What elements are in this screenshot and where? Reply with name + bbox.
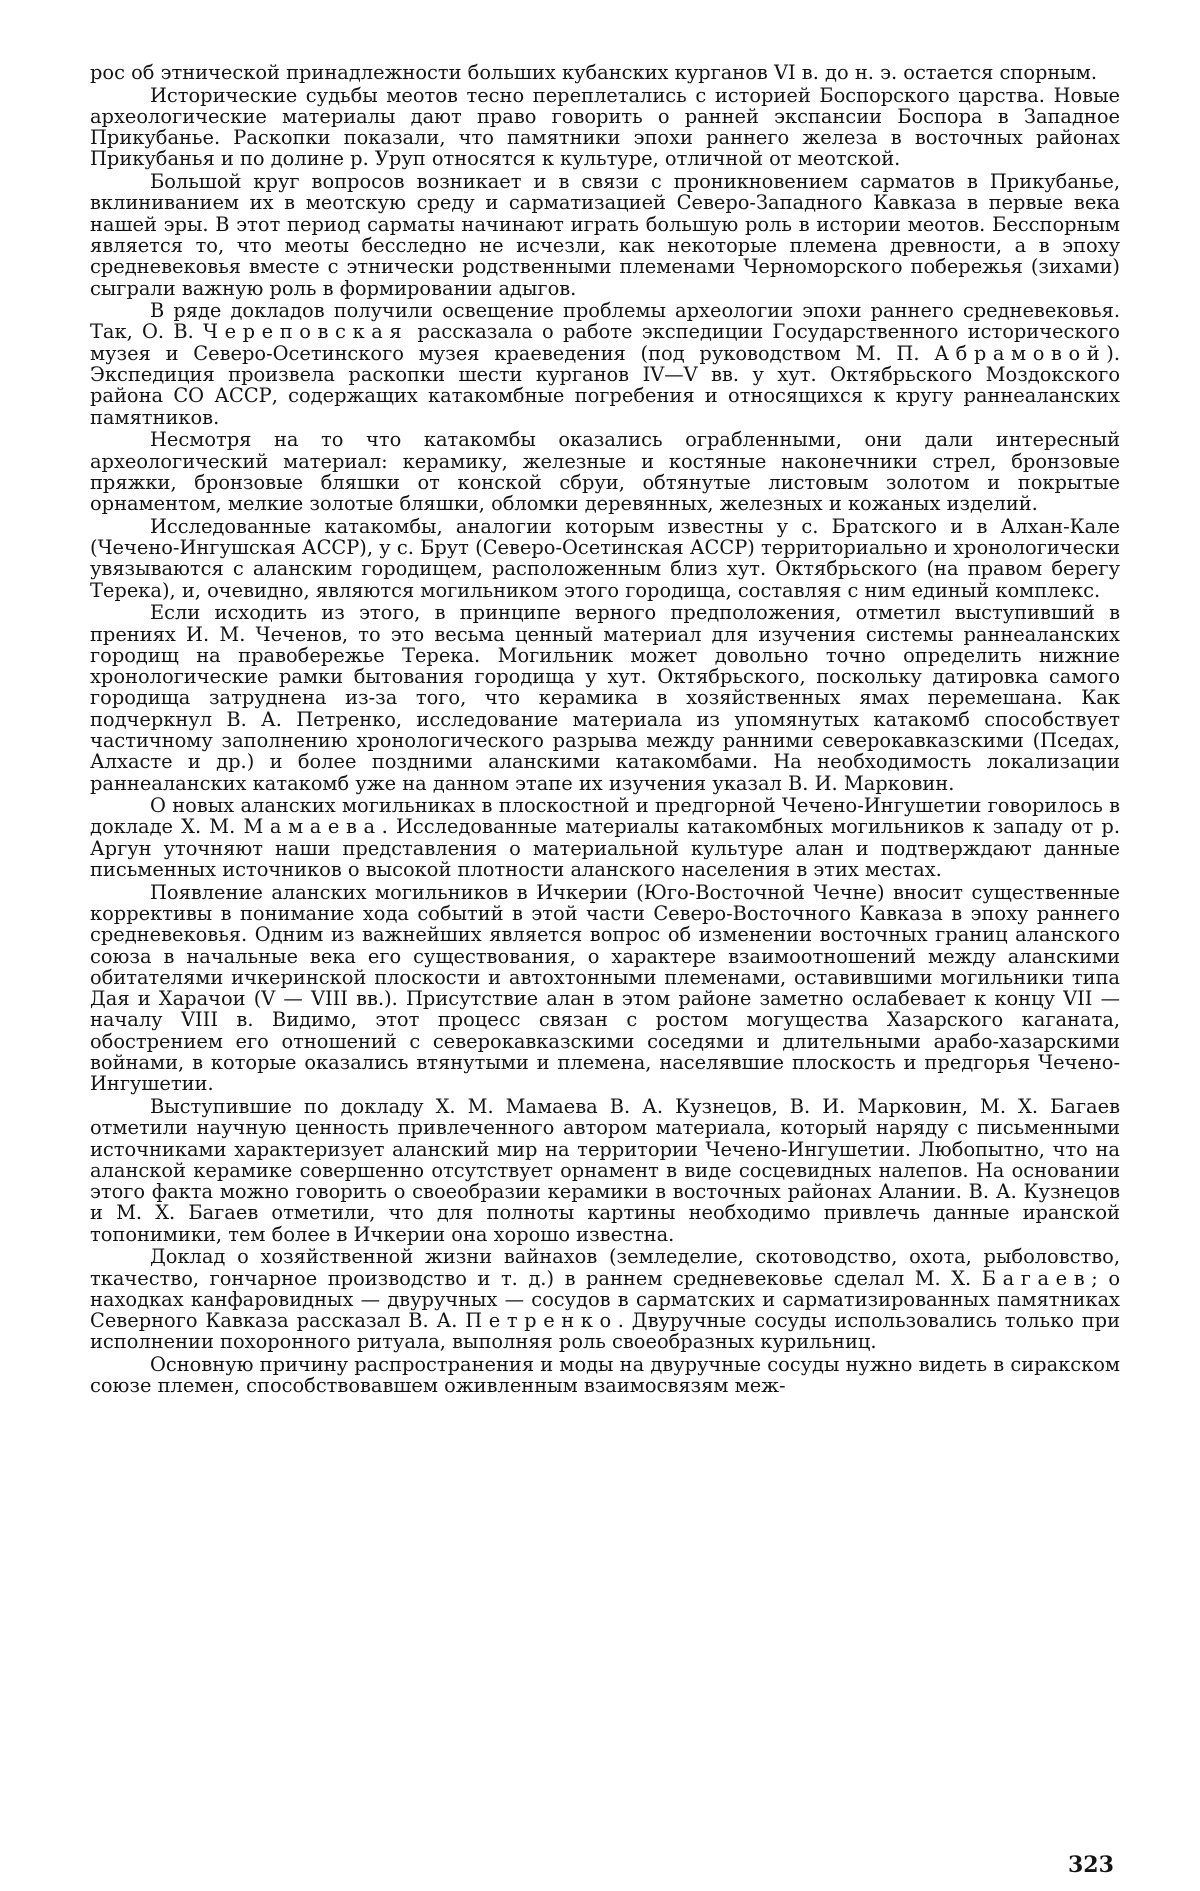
paragraph-8-text-b: . Исследованные материалы катакомбных могильников к западу от р. Аргун уточняют наши представления о материальной культуре алан и подтверждают данные письменных источников о высокой плотности аланского населения в этих местах. xyxy=(90,815,1120,882)
author-name-abramova: Абрамовой xyxy=(934,341,1107,365)
paragraph-7: Если исходить из этого, в принципе верного предположения, отметил выступивший в прениях И. М. Чеченов, то это весьма ценный материал для изучения системы раннеаланских городищ на правобережье Терека. Могильник может довольно точно определить нижние хронологические рамки бытования городища у хут. Октябрьского, поскольку датировка самого городища затруднена из-за того, что керамика в хозяйственных ямах перемешана. Как подчеркнул В. А. Петренко, исследование материала из упомянутых катакомб способствует частичному заполнению хронологического разрыва между ранними северокавказскими (Пседах, Алхасте и др.) и более поздними аланскими катакомбами. На необходимость локализации раннеаланских катакомб уже на данном этапе их изучения указал В. И. Марковин. xyxy=(90,601,1120,795)
author-name-mamaev: Мамаева xyxy=(243,815,382,839)
paragraph-11 xyxy=(90,1246,1120,1352)
paragraph-3: Большой круг вопросов возникает и в связи с проникновением сарматов в Прикубанье, вклиниванием их в меотскую среду и сарматизацией Северо-Западного Кавказа в первые века нашей эры. В этот период сарматы начинают играть большую роль в истории меотов. Бесспорным является то, что меоты бесследно не исчезли, как некоторые племена древности, а в эпоху средневековья вместе с этнически родственными племенами Черноморского побережья (зихами) сыграли важную роль в формировании адыгов. xyxy=(90,170,1120,300)
paragraph-1: рос об этнической принадлежности больших кубанских курганов VI в. до н. э. остается спорным. xyxy=(90,61,1098,84)
author-name-cherepovskaya: Череповская xyxy=(202,320,409,344)
author-name-petrenko: Петренко xyxy=(465,1309,618,1333)
article-text xyxy=(90,62,1120,1397)
paragraph-10: Выступившие по докладу Х. М. Мамаева В. А. Кузнецов, В. И. Марковин, М. Х. Багаев отметили научную ценность привлеченного автором материала, который наряду с письменными источниками характеризует аланский мир на территории Чечено-Ингушетии. Любопытно, что на аланской керамике совершенно отсутствует орнамент в виде сосцевидных налепов. На основании этого факта можно говорить о своеобразии керамики в восточных районах Алании. В. А. Кузнецов и М. Х. Багаев отметили, что для полноты картины необходимо привлечь данные иранской топонимики, тем более в Ичкерии она хорошо известна. xyxy=(90,1094,1120,1246)
paragraph-9: Появление аланских могильников в Ичкерии (Юго-Восточной Чечне) вносит существенные коррективы в понимание хода событий в этой части Северо-Восточного Кавказа в эпоху раннего средневековья. Одним из важнейших является вопрос об изменении восточных границ аланского союза в начальные века его существования, о характере взаимоотношений между аланскими обитателями ичкеринской плоскости и автохтонными племенами, оставившими могильники типа Дая и Харачои (V — VIII вв.). Присутствие алан в этом районе заметно ослабевает к концу VII — началу VIII в. Видимо, этот процесс связан с ростом могущества Хазарского каганата, обострением его отношений с северокавказскими соседями и длительными арабо-хазарскими войнами, в которые оказались втянутыми и племена, населявшие плоскость и предгорья Чечено-Ингушетии. xyxy=(90,880,1120,1096)
paragraph-11-text-b: ; о находках канфаровидных — двуручных — сосудов в сарматских и сарматизированных памятниках Северного Кавказа рассказал В. А. xyxy=(90,1266,1120,1333)
paragraph-6: Исследованные катакомбы, аналогии которым известны у с. Братского и в Алхан-Кале (Чечено-Ингушская АССР), у с. Брут (Северо-Осетинская АССР) территориально и хронологически увязываются с аланским городищем, расположенным близ хут. Октябрьского (на правом берегу Терека), и, очевидно, являются могильником этого городища, составляя с ним единый комплекс. xyxy=(90,514,1120,602)
paragraph-2: Исторические судьбы меотов тесно переплетались с историей Боспорского царства. Новые археологические материалы дают право говорить о ранней экспансии Боспора в Западное Прикубанье. Раскопки показали, что памятники эпохи раннего железа в восточных районах Прикубанья и по долине р. Уруп относятся к культуре, отличной от меотской. xyxy=(90,83,1120,171)
author-name-bagaev: Багаев xyxy=(981,1266,1092,1290)
paragraph-4-text-a: В ряде докладов получили освещение проблемы археологии эпохи раннего средневековья. Так, О. В. xyxy=(90,299,1120,344)
page-number: 323 xyxy=(1068,1852,1114,1878)
paragraph-8 xyxy=(90,795,1120,880)
paragraph-5: Несмотря на то что катакомбы оказались ограбленными, они дали интересный археологический материал: керамику, железные и костяные наконечники стрел, бронзовые пряжки, бронзовые бляшки от конской сбруи, обтянутые листовым золотом и покрытые орнаментом, мелкие золотые бляшки, обломки деревянных, железных и кожаных изделий. xyxy=(90,428,1120,516)
paragraph-11-text-c: . Двуручные сосуды использовались только при исполнении похоронного ритуала, выполняя роль своеобразных курильниц. xyxy=(90,1309,1120,1354)
paragraph-11-text-a: Доклад о хозяйственной жизни вайнахов (земледелие, скотоводство, охота, рыболовство, ткачество, гончарное производство и т. д.) в раннем средневековье сделал М. Х. xyxy=(90,1245,1120,1290)
paragraph-8-text-a: О новых аланских могильниках в плоскостной и предгорной Чечено-Ингушетии говорилось в докладе Х. М. xyxy=(90,794,1120,839)
paragraph-4-text-c: ). Экспедиция произвела раскопки шести курганов IV—V вв. у хут. Октябрьского Моздокского района СО АССР, содержащих катакомбные погребения и относящихся к кругу раннеаланских памятников. xyxy=(90,341,1120,429)
paragraph-4 xyxy=(90,300,1120,428)
paragraph-4-text-b: рассказала о работе экспедиции Государственного исторического музея и Северо-Осетинского музея краеведения (под руководством М. П. xyxy=(90,320,1120,365)
paragraph-12: Основную причину распространения и моды на двуручные сосуды нужно видеть в сиракском союзе племен, способствовавшем оживленным взаимосвязям меж- xyxy=(90,1353,1120,1398)
